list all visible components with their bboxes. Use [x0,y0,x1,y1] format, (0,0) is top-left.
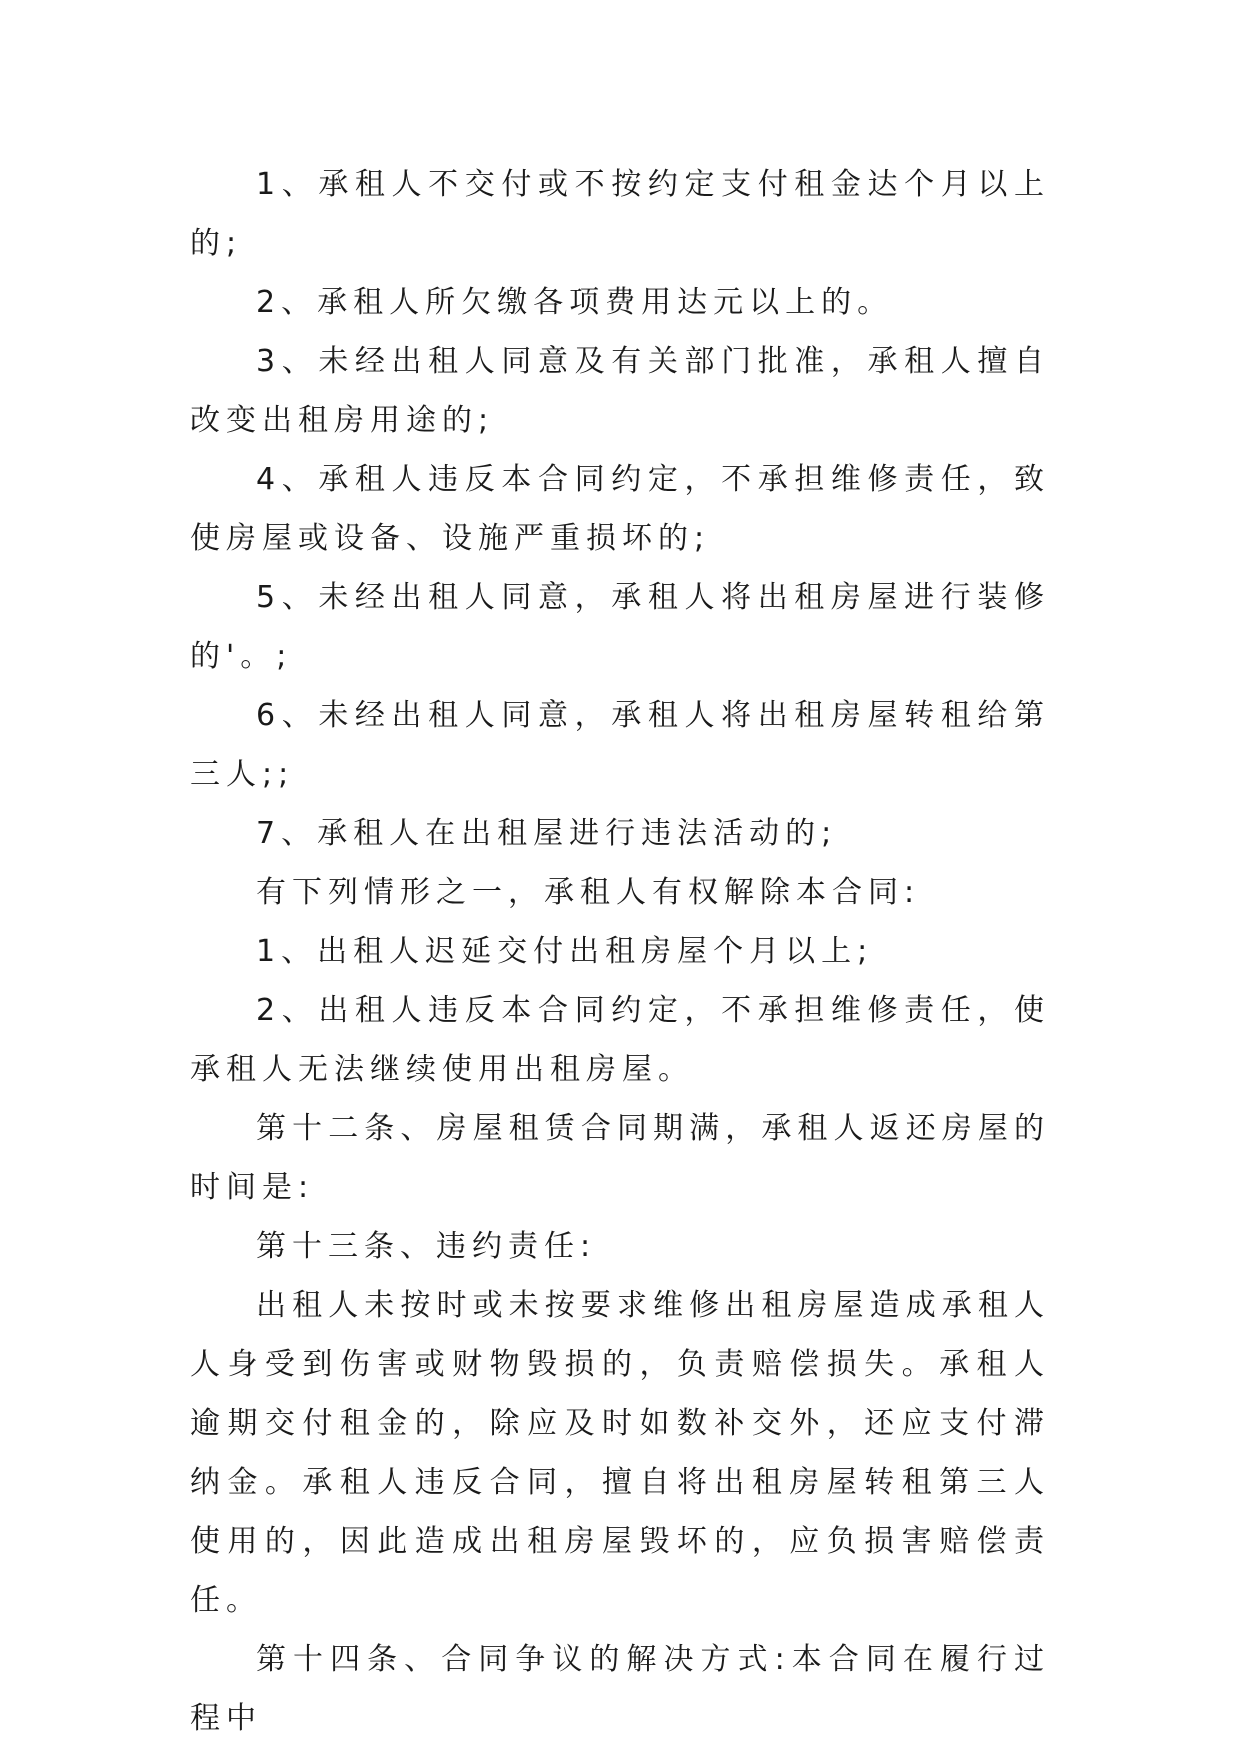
paragraph-lessee-clause-2: 2、出租人违反本合同约定，不承担维修责任，使承租人无法继续使用出租房屋。 [190,993,1050,1087]
paragraph-clause-7: 7、承租人在出租屋进行违法活动的; [256,816,838,851]
paragraph-lessee-clause-1: 1、出租人迟延交付出租房屋个月以上; [256,934,874,969]
paragraph-lessee-termination-intro: 有下列情形之一，承租人有权解除本合同: [256,875,921,910]
document-body [190,155,1050,1748]
paragraph-clause-2: 2、承租人所欠缴各项费用达元以上的。 [256,285,894,320]
paragraph-article-14: 第十四条、合同争议的解决方式:本合同在履行过程中 [190,1642,1050,1736]
paragraph-article-12: 第十二条、房屋租赁合同期满，承租人返还房屋的时间是: [190,1111,1050,1205]
paragraph-clause-6: 6、未经出租人同意，承租人将出租房屋转租给第三人;; [190,698,1050,792]
paragraph-clause-5: 5、未经出租人同意，承租人将出租房屋进行装修的'。; [190,580,1050,674]
paragraph-article-13-heading: 第十三条、违约责任: [256,1229,597,1264]
paragraph-clause-3: 3、未经出租人同意及有关部门批准，承租人擅自改变出租房用途的; [190,344,1050,438]
paragraph-article-13-body: 出租人未按时或未按要求维修出租房屋造成承租人人身受到伤害或财物毁损的，负责赔偿损失。承租人逾期交付租金的，除应及时如数补交外，还应支付滞纳金。承租人违反合同，擅自将出租房屋转租第三人使用的，因此造成出租房屋毁坏的，应负损害赔偿责任。 [190,1288,1050,1618]
paragraph-clause-4: 4、承租人违反本合同约定，不承担维修责任，致使房屋或设备、设施严重损坏的; [190,462,1050,556]
paragraph-clause-1: 1、承租人不交付或不按约定支付租金达个月以上的; [190,167,1050,261]
